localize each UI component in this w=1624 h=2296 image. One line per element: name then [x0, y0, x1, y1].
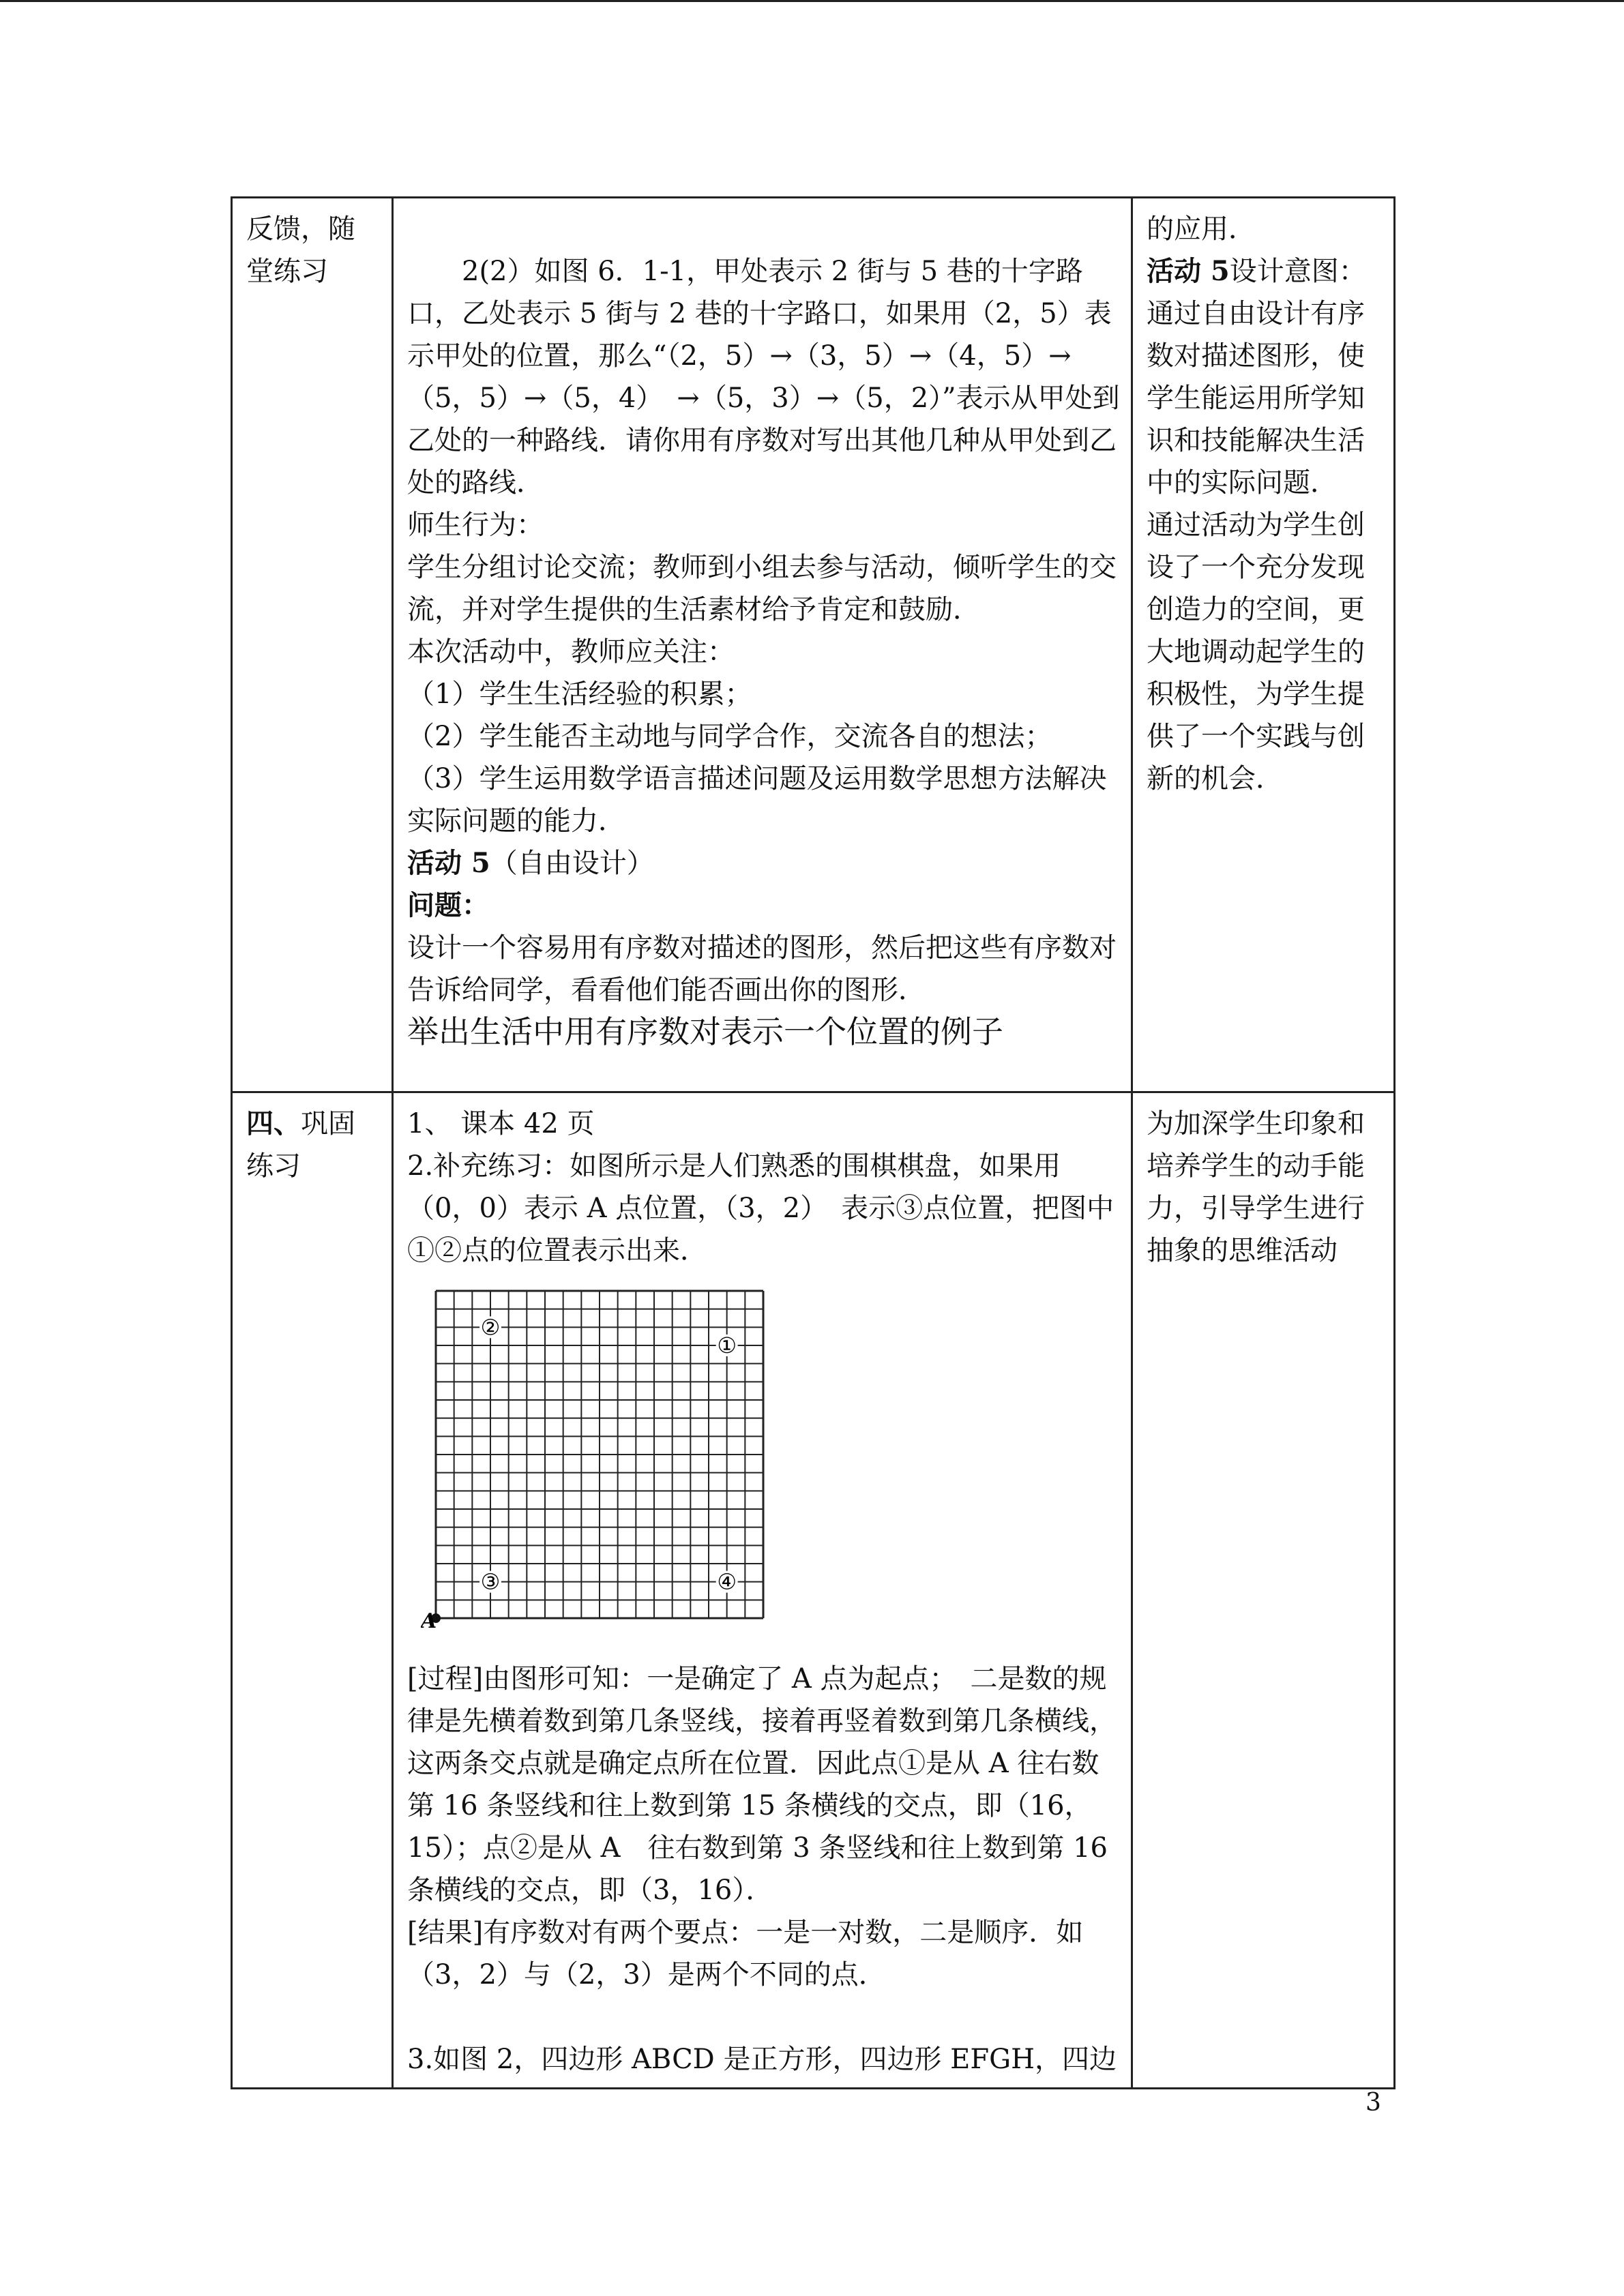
- board-point-label: ④: [717, 1568, 737, 1595]
- board-point-label: ③: [480, 1568, 501, 1595]
- exercise-item: 1、 课本 42 页: [407, 1108, 595, 1139]
- table-row: [232, 1092, 1395, 2089]
- intent-rest: 设计意图：: [1229, 256, 1366, 287]
- activity-bold: 活动 5: [407, 847, 490, 879]
- intent-cell: [1132, 1092, 1395, 2089]
- intent-line: 的应用．: [1147, 213, 1256, 245]
- intent-cell: [1132, 198, 1395, 1092]
- intent-heading: [1147, 250, 1383, 293]
- board-point-label: ①: [717, 1332, 737, 1358]
- activity-cell: [393, 1092, 1132, 2089]
- go-board-figure: [421, 1284, 776, 1652]
- teacher-label: 师生行为：: [407, 509, 544, 541]
- stage-label: 反馈，随堂练习: [246, 213, 355, 287]
- activity-cell: [393, 198, 1132, 1092]
- focus-item: （1）学生生活经验的积累；: [407, 679, 752, 710]
- problem-text: 2(2）如图 6．1-1，甲处表示 2 街与 5 巷的十字路口，乙处表示 5 街与 2 巷的十字路口，如果用（2，5）表示甲处的位置，那么“（2，5）→（3，5）→（4，5）→（5，5）→（5，4） →（5，3）→（5，2）”表示从甲处到乙处的一种路线．请你用有序数对写出其他几种从甲处到乙处的路线．: [407, 256, 1120, 498]
- stage-number: 四、: [246, 1107, 301, 1139]
- example-line: 举出生活中用有序数对表示一个位置的例子: [407, 1013, 1003, 1050]
- teacher-text: 学生分组讨论交流；教师到小组去参与活动，倾听学生的交流，并对学生提供的生活素材给予肯定和鼓励．: [407, 552, 1117, 625]
- exercise-item: 2.补充练习：如图所示是人们熟悉的围棋棋盘，如果用（0，0）表示 A 点位置，（3，2） 表示③点位置，把图中①②点的位置表示出来．: [407, 1150, 1114, 1266]
- go-board-grid: [421, 1284, 776, 1652]
- intent-paragraph: 通过自由设计有序数对描述图形，使学生能运用所学知识和技能解决生活中的实际问题．: [1147, 298, 1365, 498]
- intent-paragraph: 为加深学生印象和培养学生的动手能力，引导学生进行抽象的思维活动: [1147, 1108, 1365, 1266]
- page-number: 3: [1365, 2089, 1381, 2117]
- exercise-item: 3.如图 2，四边形 ABCD 是正方形，四边形 EFGH，四边: [407, 2044, 1117, 2075]
- origin-label-a: A: [421, 1609, 437, 1633]
- stage-label: [246, 1103, 381, 1187]
- stage-cell: [232, 198, 393, 1092]
- activity-rest: （自由设计）: [490, 848, 654, 879]
- stage-cell: [232, 1092, 393, 2089]
- stage-title: 巩固练习: [246, 1108, 355, 1182]
- result-text: [结果]有序数对有两个要点：一是一对数，二是顺序．如（3，2）与（2，3）是两个不同的点．: [407, 1917, 1084, 1991]
- focus-label: 本次活动中，教师应关注：: [407, 636, 735, 668]
- table-row: [232, 198, 1395, 1092]
- focus-item: （2）学生能否主动地与同学合作，交流各自的想法；: [407, 721, 1052, 752]
- process-text: [过程]由图形可知：一是确定了 A 点为起点； 二是数的规律是先横着数到第几条竖线，接着再竖着数到第几条横线，这两条交点就是确定点所在位置．因此点①是从 A 往右数第 16 条竖线和往上数到第 15 条横线的交点，即（16，15）；点②是从 A 往右数到第 3 条竖线和往上数到第 16 条横线的交点，即（3，16）．: [407, 1663, 1117, 1906]
- intent-bold: 活动 5: [1147, 255, 1230, 287]
- lesson-plan-table: [231, 196, 1396, 2089]
- board-point-label: ②: [480, 1314, 501, 1341]
- activity-heading: [407, 842, 1120, 884]
- top-border-line: [0, 0, 1624, 2]
- question-label: 问题：: [407, 889, 489, 921]
- focus-item: （3）学生运用数学语言描述问题及运用数学思想方法解决实际问题的能力．: [407, 763, 1107, 837]
- intent-paragraph: 通过活动为学生创设了一个充分发现创造力的空间，更大地调动起学生的积极性，为学生提供了一个实践与创新的机会．: [1147, 509, 1365, 794]
- question-text: 设计一个容易用有序数对描述的图形，然后把这些有序数对告诉给同学，看看他们能否画出你的图形．: [407, 932, 1117, 1006]
